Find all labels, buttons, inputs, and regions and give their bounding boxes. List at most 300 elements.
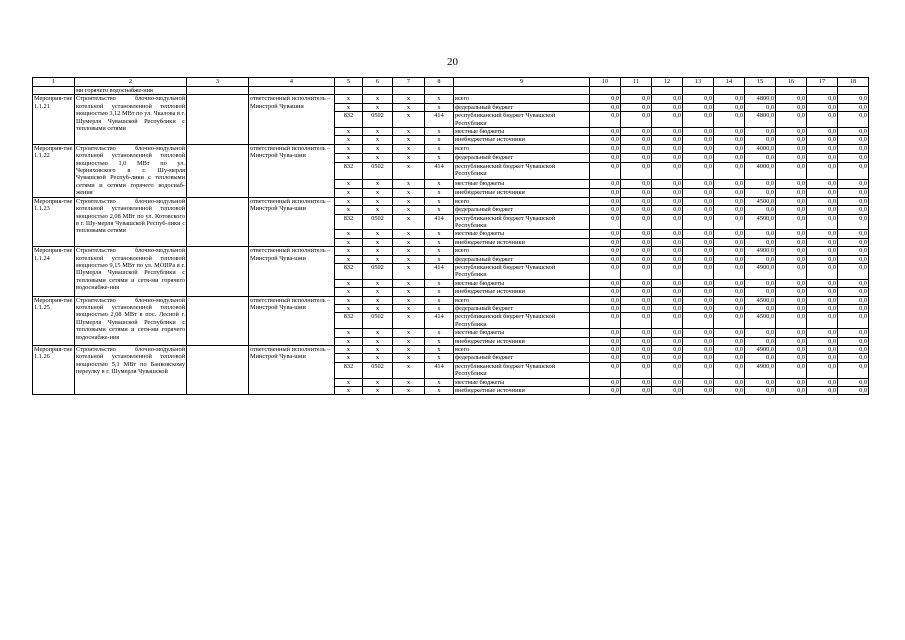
funding-source: местные бюджеты: [454, 179, 590, 188]
code-c8: x: [425, 288, 454, 296]
amount-cell: 0,0: [683, 153, 714, 162]
empty-cell: [187, 95, 249, 144]
measure-name: Строительство блочно-модульной котельной установленной тепловой мощностью 9,15 МВт по ул. МОПРа в г. Шумерля Чувашской Республики с тепловыми сетями и сетя-ми горячего водоснабже-ния: [75, 247, 187, 296]
responsible-executor: ответственный исполнитель – Минстрой Чувашии: [249, 95, 335, 144]
code-c7: x: [393, 263, 425, 279]
amount-cell: 0,0: [807, 247, 838, 255]
column-number-2: 2: [75, 78, 187, 87]
measure-label: Мероприя-тие 1.1.21: [33, 95, 75, 144]
code-c6: x: [363, 197, 393, 205]
amount-cell: 0,0: [683, 238, 714, 246]
code-c6: x: [363, 354, 393, 362]
funding-source: внебюджетные источники: [454, 136, 590, 144]
amount-cell: 0,0: [714, 304, 745, 312]
amount-cell: 0,0: [745, 387, 776, 395]
amount-cell: 0,0: [652, 214, 683, 230]
code-c6: 0502: [363, 112, 393, 128]
amount-cell: 0,0: [838, 362, 869, 378]
code-c8: x: [425, 197, 454, 205]
amount-cell: 0,0: [745, 337, 776, 345]
amount-cell: 0,0: [776, 112, 807, 128]
amount-cell: 0,0: [621, 179, 652, 188]
code-c6: x: [363, 179, 393, 188]
amount-cell: 0,0: [807, 296, 838, 304]
amount-cell: 0,0: [838, 263, 869, 279]
column-number-3: 3: [187, 78, 249, 87]
amount-cell: 0,0: [683, 387, 714, 395]
amount-cell: 0,0: [807, 346, 838, 354]
amount-cell: 0,0: [652, 128, 683, 136]
amount-cell: 0,0: [621, 238, 652, 246]
funding-source: федеральный бюджет: [454, 153, 590, 162]
column-number-14: 14: [714, 78, 745, 87]
amount-cell: 0,0: [590, 230, 621, 238]
measure-label: Мероприя-тие 1.1.24: [33, 247, 75, 296]
amount-cell: 0,0: [621, 329, 652, 337]
amount-cell: 0,0: [807, 255, 838, 263]
code-c7: x: [393, 387, 425, 395]
funding-source: федеральный бюджет: [454, 103, 590, 111]
code-c8: x: [425, 144, 454, 153]
amount-cell: 0,0: [621, 112, 652, 128]
empty-cell: [187, 197, 249, 246]
code-c7: x: [393, 103, 425, 111]
amount-cell: 4900,0: [745, 362, 776, 378]
amount-cell: 0,0: [776, 279, 807, 287]
code-c7: x: [393, 128, 425, 136]
code-c6: x: [363, 238, 393, 246]
amount-cell: 0,0: [621, 128, 652, 136]
code-c6: x: [363, 153, 393, 162]
column-number-row: [33, 78, 869, 87]
funding-source: местные бюджеты: [454, 279, 590, 287]
column-number-18: 18: [838, 78, 869, 87]
amount-cell: 0,0: [652, 304, 683, 312]
amount-cell: 0,0: [590, 362, 621, 378]
code-c7: x: [393, 378, 425, 386]
code-c6: x: [363, 329, 393, 337]
amount-cell: 0,0: [745, 153, 776, 162]
amount-cell: 0,0: [621, 296, 652, 304]
funding-source: внебюджетные источники: [454, 188, 590, 197]
amount-cell: 0,0: [683, 247, 714, 255]
amount-cell: 0,0: [807, 378, 838, 386]
amount-cell: 0,0: [807, 103, 838, 111]
program-measures-table: [32, 77, 869, 395]
amount-cell: 0,0: [652, 279, 683, 287]
measure-label: Мероприя-тие 1.1.25: [33, 296, 75, 345]
amount-cell: 0,0: [590, 103, 621, 111]
code-c6: x: [363, 103, 393, 111]
code-c6: x: [363, 144, 393, 153]
amount-cell: 0,0: [590, 288, 621, 296]
amount-cell: 0,0: [745, 378, 776, 386]
amount-cell: 0,0: [807, 188, 838, 197]
code-c8: 414: [425, 263, 454, 279]
amount-cell: 0,0: [776, 128, 807, 136]
amount-cell: 0,0: [621, 263, 652, 279]
measure-name: Строительство блочно-модульной котельной установленной тепловой мощностью 5,1 МВт по Банковскому переулку в г. Шумерля Чувашской: [75, 346, 187, 395]
measure-name: Строительство блочно-модульной котельной установленной тепловой мощностью 3,12 МВт по ул. Чкалова в г. Шумерля Чувашской Республики с тепловыми сетями: [75, 95, 187, 144]
amount-cell: 0,0: [590, 329, 621, 337]
amount-cell: 0,0: [714, 263, 745, 279]
code-c7: x: [393, 304, 425, 312]
code-c7: x: [393, 197, 425, 205]
funding-source: местные бюджеты: [454, 230, 590, 238]
amount-cell: 4500,0: [745, 214, 776, 230]
amount-cell: 0,0: [745, 354, 776, 362]
code-c7: x: [393, 288, 425, 296]
empty-cell: [187, 296, 249, 345]
amount-cell: 0,0: [745, 128, 776, 136]
funding-source: местные бюджеты: [454, 378, 590, 386]
code-c5: x: [335, 288, 363, 296]
amount-cell: 0,0: [807, 153, 838, 162]
amount-cell: 0,0: [621, 230, 652, 238]
amount-cell: 0,0: [807, 354, 838, 362]
amount-cell: 0,0: [652, 378, 683, 386]
amount-cell: 0,0: [652, 296, 683, 304]
code-c5: x: [335, 188, 363, 197]
measure-label: Мероприя-тие 1.1.22: [33, 144, 75, 197]
amount-cell: 0,0: [838, 179, 869, 188]
amount-cell: 0,0: [776, 255, 807, 263]
column-number-17: 17: [807, 78, 838, 87]
amount-cell: 0,0: [683, 103, 714, 111]
code-c6: 0502: [363, 263, 393, 279]
code-c5: x: [335, 255, 363, 263]
code-c6: x: [363, 296, 393, 304]
amount-cell: 0,0: [838, 329, 869, 337]
funding-source: республиканский бюджет Чувашской Республики: [454, 214, 590, 230]
code-c8: x: [425, 378, 454, 386]
amount-cell: 0,0: [652, 329, 683, 337]
code-c7: x: [393, 144, 425, 153]
code-c8: x: [425, 128, 454, 136]
amount-cell: 0,0: [652, 188, 683, 197]
amount-cell: 0,0: [652, 197, 683, 205]
code-c5: x: [335, 378, 363, 386]
amount-cell: 0,0: [807, 230, 838, 238]
amount-cell: 0,0: [590, 387, 621, 395]
amount-cell: 0,0: [652, 179, 683, 188]
amount-cell: 0,0: [621, 279, 652, 287]
funding-source: республиканский бюджет Чувашской Республики: [454, 362, 590, 378]
code-c7: x: [393, 112, 425, 128]
responsible-executor: ответственный исполнитель – Минстрой Чува-шии: [249, 346, 335, 395]
amount-cell: 0,0: [838, 162, 869, 179]
code-c8: x: [425, 95, 454, 103]
code-c8: x: [425, 247, 454, 255]
amount-cell: 0,0: [621, 162, 652, 179]
column-number-1: 1: [33, 78, 75, 87]
code-c8: 414: [425, 162, 454, 179]
amount-cell: 0,0: [745, 136, 776, 144]
amount-cell: 0,0: [590, 354, 621, 362]
responsible-executor: ответственный исполнитель – Минстрой Чува-шии: [249, 247, 335, 296]
amount-cell: 0,0: [621, 136, 652, 144]
amount-cell: 0,0: [683, 263, 714, 279]
amount-cell: 0,0: [683, 296, 714, 304]
amount-cell: 0,0: [714, 136, 745, 144]
amount-cell: 0,0: [745, 288, 776, 296]
column-number-7: 7: [393, 78, 425, 87]
code-c5: x: [335, 337, 363, 345]
code-c6: x: [363, 206, 393, 214]
amount-cell: 0,0: [590, 112, 621, 128]
amount-cell: 0,0: [714, 337, 745, 345]
amount-cell: 0,0: [745, 103, 776, 111]
amount-cell: 0,0: [745, 206, 776, 214]
empty-cell: [187, 346, 249, 395]
measure-label: Мероприя-тие 1.1.23: [33, 197, 75, 246]
amount-cell: 0,0: [590, 238, 621, 246]
code-c5: x: [335, 179, 363, 188]
amount-cell: 0,0: [714, 238, 745, 246]
amount-cell: 0,0: [683, 128, 714, 136]
amount-cell: 0,0: [590, 144, 621, 153]
amount-cell: 0,0: [776, 230, 807, 238]
amount-cell: 4800,0: [745, 95, 776, 103]
amount-cell: 0,0: [621, 346, 652, 354]
table-body: [33, 78, 869, 395]
amount-cell: 0,0: [776, 354, 807, 362]
amount-cell: 0,0: [683, 255, 714, 263]
amount-cell: 0,0: [838, 313, 869, 329]
code-c6: 0502: [363, 362, 393, 378]
amount-cell: 0,0: [714, 247, 745, 255]
amount-cell: 0,0: [838, 188, 869, 197]
amount-cell: 0,0: [590, 346, 621, 354]
amount-cell: 0,0: [776, 313, 807, 329]
amount-cell: 0,0: [807, 279, 838, 287]
amount-cell: 0,0: [807, 263, 838, 279]
code-c8: x: [425, 279, 454, 287]
amount-cell: 0,0: [621, 247, 652, 255]
code-c5: 832: [335, 263, 363, 279]
code-c7: x: [393, 188, 425, 197]
amount-cell: 0,0: [683, 329, 714, 337]
amount-cell: 0,0: [838, 387, 869, 395]
code-c6: x: [363, 255, 393, 263]
amount-cell: 0,0: [838, 153, 869, 162]
amount-cell: 0,0: [776, 197, 807, 205]
table-row: [33, 144, 869, 153]
amount-cell: 0,0: [776, 144, 807, 153]
code-c5: 832: [335, 112, 363, 128]
amount-cell: 0,0: [807, 214, 838, 230]
amount-cell: 0,0: [652, 95, 683, 103]
code-c5: x: [335, 230, 363, 238]
amount-cell: 0,0: [714, 288, 745, 296]
funding-source: внебюджетные источники: [454, 288, 590, 296]
amount-cell: 0,0: [652, 387, 683, 395]
code-c8: x: [425, 230, 454, 238]
amount-cell: 0,0: [590, 188, 621, 197]
amount-cell: 0,0: [776, 95, 807, 103]
amount-cell: 0,0: [590, 296, 621, 304]
amount-cell: 0,0: [683, 206, 714, 214]
amount-cell: 0,0: [714, 214, 745, 230]
amount-cell: 0,0: [683, 313, 714, 329]
amount-cell: 4000,0: [745, 144, 776, 153]
amount-cell: 0,0: [590, 255, 621, 263]
amount-cell: 0,0: [838, 136, 869, 144]
funding-source: федеральный бюджет: [454, 255, 590, 263]
amount-cell: 0,0: [838, 378, 869, 386]
amount-cell: 0,0: [590, 206, 621, 214]
amount-cell: 0,0: [683, 288, 714, 296]
amount-cell: 0,0: [621, 288, 652, 296]
code-c6: x: [363, 95, 393, 103]
amount-cell: 0,0: [683, 188, 714, 197]
funding-source: всего: [454, 95, 590, 103]
amount-cell: 0,0: [714, 144, 745, 153]
code-c6: x: [363, 136, 393, 144]
code-c8: x: [425, 296, 454, 304]
amount-cell: 0,0: [683, 354, 714, 362]
amount-cell: 0,0: [683, 214, 714, 230]
amount-cell: 0,0: [838, 103, 869, 111]
code-c8: x: [425, 136, 454, 144]
amount-cell: 4900,0: [745, 346, 776, 354]
amount-cell: 0,0: [590, 279, 621, 287]
code-c7: x: [393, 346, 425, 354]
amount-cell: 0,0: [652, 346, 683, 354]
amount-cell: 0,0: [776, 304, 807, 312]
code-c5: x: [335, 387, 363, 395]
amount-cell: 0,0: [714, 197, 745, 205]
code-c5: x: [335, 346, 363, 354]
responsible-executor: ответственный исполнитель – Минстрой Чува-шии: [249, 144, 335, 197]
amount-cell: 0,0: [683, 95, 714, 103]
code-c5: x: [335, 128, 363, 136]
amount-cell: 0,0: [838, 304, 869, 312]
amount-cell: 0,0: [714, 162, 745, 179]
funding-source: внебюджетные источники: [454, 238, 590, 246]
amount-cell: 0,0: [683, 378, 714, 386]
amount-cell: 0,0: [590, 263, 621, 279]
code-c8: x: [425, 188, 454, 197]
amount-cell: 0,0: [683, 304, 714, 312]
measure-name: Строительство блочно-модульной котельной установленной тепловой мощностью 2,08 МВт по ул. Котовского в г. Шу-мерля Чувашской Респуб-лики с тепловыми сетями: [75, 197, 187, 246]
code-c5: 832: [335, 162, 363, 179]
amount-cell: 0,0: [807, 238, 838, 246]
code-c5: x: [335, 144, 363, 153]
amount-cell: 0,0: [714, 128, 745, 136]
amount-cell: 0,0: [745, 188, 776, 197]
amount-cell: 0,0: [776, 288, 807, 296]
code-c7: x: [393, 206, 425, 214]
code-c8: x: [425, 337, 454, 345]
code-c7: x: [393, 279, 425, 287]
code-c7: x: [393, 247, 425, 255]
amount-cell: 0,0: [621, 95, 652, 103]
amount-cell: 0,0: [838, 197, 869, 205]
amount-cell: 0,0: [652, 153, 683, 162]
amount-cell: 0,0: [807, 136, 838, 144]
amount-cell: 0,0: [838, 128, 869, 136]
amount-cell: 0,0: [714, 255, 745, 263]
amount-cell: 0,0: [714, 354, 745, 362]
amount-cell: 0,0: [807, 337, 838, 345]
continuation-row: [33, 87, 869, 95]
code-c6: 0502: [363, 162, 393, 179]
amount-cell: 0,0: [838, 112, 869, 128]
amount-cell: 0,0: [590, 313, 621, 329]
amount-cell: 0,0: [776, 103, 807, 111]
code-c5: x: [335, 304, 363, 312]
code-c6: 0502: [363, 313, 393, 329]
code-c6: x: [363, 378, 393, 386]
amount-cell: 0,0: [714, 206, 745, 214]
column-number-6: 6: [363, 78, 393, 87]
amount-cell: 0,0: [621, 313, 652, 329]
amount-cell: 0,0: [590, 304, 621, 312]
code-c6: x: [363, 230, 393, 238]
amount-cell: 0,0: [745, 304, 776, 312]
code-c7: x: [393, 230, 425, 238]
table-row: [33, 247, 869, 255]
funding-source: всего: [454, 197, 590, 205]
amount-cell: 0,0: [652, 144, 683, 153]
amount-cell: 0,0: [621, 354, 652, 362]
amount-cell: 0,0: [683, 346, 714, 354]
amount-cell: 0,0: [838, 288, 869, 296]
code-c7: x: [393, 296, 425, 304]
amount-cell: 0,0: [776, 346, 807, 354]
empty-cell: [187, 144, 249, 197]
amount-cell: 0,0: [683, 112, 714, 128]
amount-cell: 0,0: [838, 238, 869, 246]
continuation-text: ми горячего водоснабже-ния: [75, 87, 187, 95]
amount-cell: 0,0: [714, 179, 745, 188]
amount-cell: 0,0: [590, 337, 621, 345]
amount-cell: 0,0: [590, 378, 621, 386]
empty-cell: [187, 247, 249, 296]
amount-cell: 0,0: [776, 263, 807, 279]
amount-cell: 0,0: [838, 144, 869, 153]
amount-cell: 0,0: [621, 304, 652, 312]
code-c7: x: [393, 313, 425, 329]
amount-cell: 0,0: [683, 197, 714, 205]
amount-cell: 0,0: [776, 378, 807, 386]
amount-cell: 0,0: [807, 387, 838, 395]
code-c8: x: [425, 346, 454, 354]
amount-cell: 0,0: [621, 197, 652, 205]
amount-cell: 0,0: [714, 378, 745, 386]
amount-cell: 0,0: [621, 153, 652, 162]
page-number: 20: [447, 56, 458, 68]
responsible-executor: ответственный исполнитель – Минстрой Чува-шии: [249, 296, 335, 345]
amount-cell: 0,0: [745, 329, 776, 337]
amount-cell: 0,0: [652, 136, 683, 144]
code-c8: x: [425, 387, 454, 395]
code-c7: x: [393, 162, 425, 179]
amount-cell: 0,0: [683, 162, 714, 179]
amount-cell: 0,0: [652, 247, 683, 255]
amount-cell: 0,0: [590, 128, 621, 136]
amount-cell: 0,0: [745, 230, 776, 238]
amount-cell: 0,0: [838, 214, 869, 230]
code-c8: x: [425, 304, 454, 312]
code-c6: x: [363, 387, 393, 395]
amount-cell: 0,0: [590, 197, 621, 205]
amount-cell: 0,0: [807, 95, 838, 103]
amount-cell: 0,0: [652, 288, 683, 296]
column-number-5: 5: [335, 78, 363, 87]
amount-cell: 0,0: [776, 387, 807, 395]
